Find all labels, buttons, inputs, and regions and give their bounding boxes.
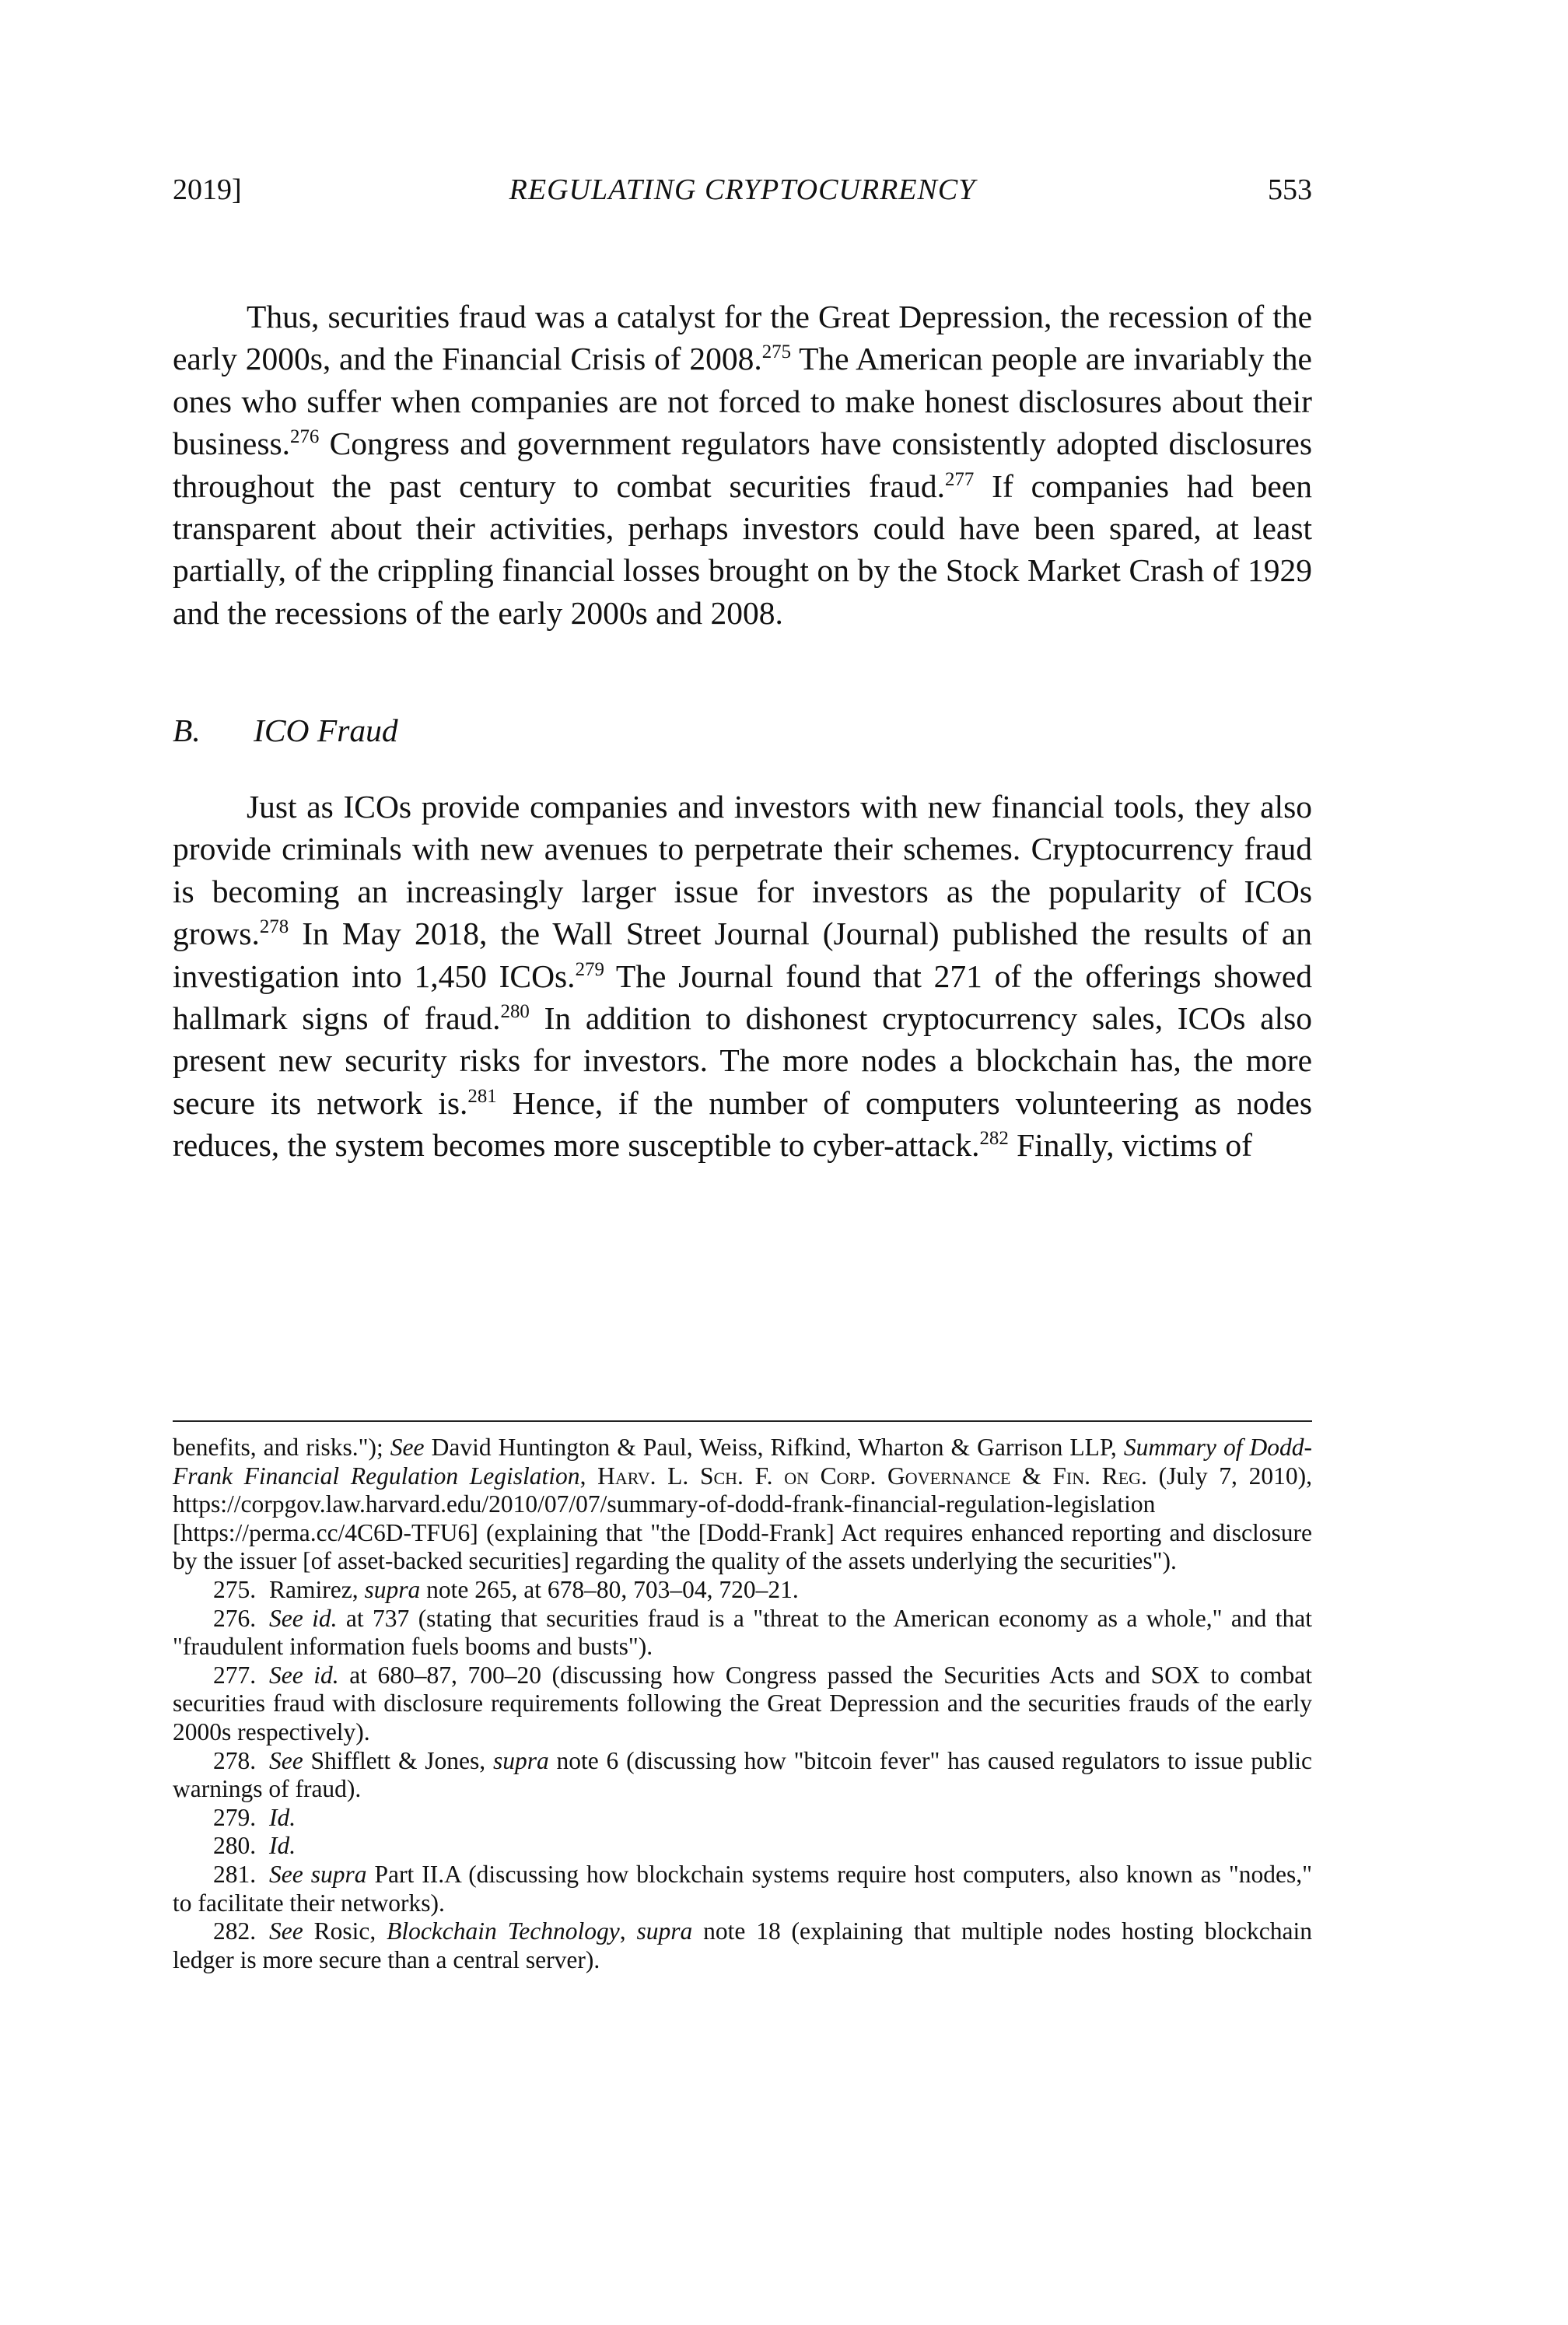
body-paragraph-2	[173, 786, 1312, 1167]
footnote-number: 279.	[213, 1803, 257, 1831]
text-span: In addition to dishonest cryptocurrency sales, ICOs also present new security risks for investors. The more nodes a blockchain has, the more secure its network is.	[173, 1000, 1312, 1121]
footnote-number: 280.	[213, 1832, 257, 1860]
text-span: Shifflett & Jones,	[303, 1746, 493, 1774]
footnote-278	[173, 1747, 1312, 1804]
footnote-280	[173, 1832, 1312, 1861]
text-span: Part II.A (discussing how blockchain systems require host computers, also known as "nodes," to facilitate their networks).	[173, 1860, 1313, 1917]
footnote-276	[173, 1605, 1312, 1661]
text-span: Finally, victims of	[1008, 1127, 1252, 1164]
text-span: at 680–87, 700–20 (discussing how Congress passed the Securities Acts and SOX to combat securities fraud with disclosure requirements following the Great Depression and the securities frauds of the early 2000s respectively).	[173, 1661, 1312, 1746]
footnotes	[173, 1434, 1312, 1974]
footnote-number: 277.	[213, 1661, 257, 1689]
signal-italic: See id.	[269, 1661, 339, 1689]
footnote-ref-277[interactable]: 277	[944, 468, 975, 490]
signal-italic: supra	[636, 1917, 693, 1945]
footnote-divider	[173, 1420, 1312, 1422]
text-span: The Journal found that 271 of the offerings showed hallmark signs of fraud.	[173, 958, 1312, 1037]
signal-italic: Id.	[269, 1832, 296, 1860]
text-span: benefits, and risks.");	[173, 1434, 390, 1461]
text-span: ,	[619, 1917, 637, 1945]
section-title: ICO Fraud	[254, 713, 398, 748]
signal-italic: See	[269, 1746, 303, 1774]
text-span: In May 2018, the Wall Street Journal (Journal) published the results of an investigation into 1,450 ICOs.	[173, 916, 1312, 994]
footnote-ref-280[interactable]: 280	[500, 1001, 530, 1023]
signal-italic: supra	[492, 1746, 549, 1774]
footnote-ref-275[interactable]: 275	[761, 341, 792, 363]
text-span: (July 7, 2010), https://corpgov.law.harvard.edu/2010/07/07/summary-of-dodd-frank-financial-regulation-legislation [https://perma.cc/4C6D-TFU6] (explaining that "the [Dodd-Frank] Act requires enhanced reporting and disclosure by the issuer [of asset-backed securities] regarding the quality of the assets underlying the securities").	[173, 1462, 1312, 1575]
text-span: note 18 (explaining that multiple nodes hosting blockchain ledger is more secure than a central server).	[173, 1917, 1312, 1973]
text-span: Congress and government regulators have consistently adopted disclosures throughout the past century to combat securities fraud.	[173, 425, 1312, 504]
text-span: Rosic,	[303, 1917, 387, 1945]
header-year: 2019]	[173, 173, 242, 206]
signal-italic: See supra	[269, 1860, 367, 1888]
text-span: The American people are invariably the ones who suffer when companies are not forced to make honest disclosures about their business.	[173, 341, 1312, 462]
source-title: Blockchain Technology	[387, 1917, 620, 1945]
footnote-275	[173, 1576, 1312, 1605]
signal-italic: See	[390, 1434, 425, 1461]
footnote-ref-279[interactable]: 279	[575, 958, 604, 980]
text-span: note 6 (discussing how "bitcoin fever" has caused regulators to issue public warnings of fraud).	[173, 1746, 1312, 1803]
footnote-277	[173, 1661, 1312, 1747]
footnote-ref-276[interactable]: 276	[290, 426, 320, 448]
footnote-279	[173, 1804, 1312, 1833]
section-heading	[173, 712, 398, 749]
footnote-ref-281[interactable]: 281	[467, 1086, 497, 1108]
footnote-number: 275.	[213, 1575, 257, 1603]
running-header	[173, 173, 1312, 219]
footnote-282	[173, 1917, 1312, 1974]
text-span: Ramirez,	[269, 1575, 365, 1603]
signal-italic: Id.	[269, 1803, 296, 1831]
page-number: 553	[1268, 173, 1312, 206]
footnote-281	[173, 1861, 1312, 1917]
text-span: David Huntington & Paul, Weiss, Rifkind, Wharton & Garrison LLP,	[424, 1434, 1124, 1461]
text-span: Hence, if the number of computers volunteering as nodes reduces, the system becomes more susceptible to cyber-attack.	[173, 1084, 1312, 1164]
signal-italic: See id.	[269, 1604, 338, 1632]
footnote-number: 278.	[213, 1746, 257, 1774]
text-span: at 737 (stating that securities fraud is a "threat to the American economy as a whole," and that "fraudulent information fuels booms and busts").	[173, 1604, 1312, 1661]
journal-name: Harv. L. Sch. F. on Corp. Governance & Fin. Reg.	[597, 1462, 1147, 1490]
signal-italic: See	[269, 1917, 303, 1945]
body-paragraph-1	[173, 296, 1312, 634]
text-span: note 265, at 678–80, 703–04, 720–21.	[420, 1575, 799, 1603]
footnote-number: 282.	[213, 1917, 257, 1945]
text-span: If companies had been transparent about their activities, perhaps investors could have been spared, at least partially, of the crippling financial losses brought on by the Stock Market Crash of 1929 and the recessions of the early 2000s and 2008.	[173, 467, 1312, 631]
footnote-number: 281.	[213, 1860, 257, 1888]
section-letter: B.	[173, 713, 201, 748]
source-title: Summary of Dodd-Frank Financial Regulation Legislation	[173, 1434, 1313, 1490]
text-span: ,	[579, 1462, 598, 1490]
signal-italic: supra	[364, 1575, 421, 1603]
footnote-ref-282[interactable]: 282	[979, 1128, 1009, 1150]
footnote-continuation	[173, 1434, 1312, 1576]
running-title: REGULATING CRYPTOCURRENCY	[509, 173, 976, 206]
footnote-number: 276.	[213, 1604, 257, 1632]
text-span: Just as ICOs provide companies and investors with new financial tools, they also provide criminals with new avenues to perpetrate their schemes. Cryptocurrency fraud is becoming an increasingly larger issue for investors as the popularity of ICOs grows.	[173, 789, 1312, 952]
text-span: Thus, securities fraud was a catalyst for the Great Depression, the recession of the early 2000s, and the Financial Crisis of 2008.	[173, 299, 1312, 377]
footnote-ref-278[interactable]: 278	[259, 916, 289, 938]
